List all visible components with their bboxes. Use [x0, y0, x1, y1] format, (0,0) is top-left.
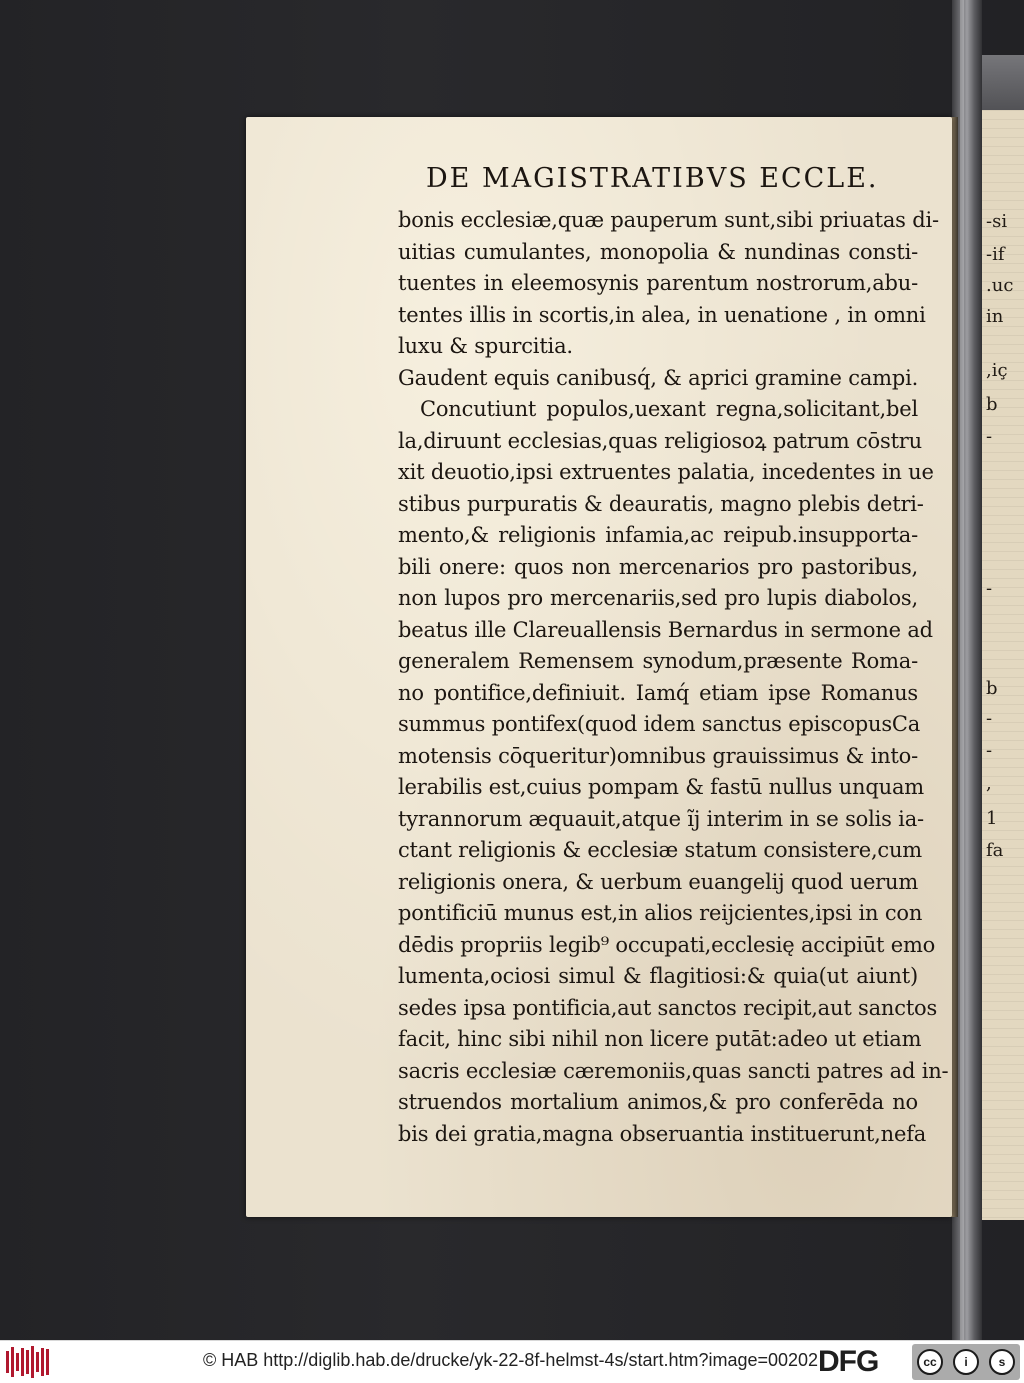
dfg-logo[interactable]: DFG — [818, 1345, 879, 1378]
spine-highlight — [960, 0, 964, 1340]
text-line: struendos mortalium animos,& pro conferēda no — [398, 1090, 918, 1114]
text-line: luxu & spurcitia. — [398, 334, 573, 358]
running-head: DE MAGISTRATIBVS ECCLE. — [426, 163, 879, 194]
text-line: motensis cōqueritur)omnibus grauissimus & into- — [398, 743, 918, 768]
facing-page-fragment: in — [986, 306, 1004, 327]
text-line: tyrannorum æquauit,atque ĩj interim in se solis ia- — [398, 806, 924, 831]
facing-page-fragment: - — [986, 708, 993, 729]
text-line: bonis ecclesiæ,quæ pauperum sunt,sibi priuatas di- — [398, 208, 939, 232]
text-line: xit deuotio,ipsi extruentes palatia, incedentes in ue — [398, 460, 934, 484]
text-line: non lupos pro mercenariis,sed pro lupis diabolos, — [398, 586, 918, 610]
facing-page-fragment: fa — [986, 840, 1004, 861]
attribution-link[interactable]: © HAB http://diglib.hab.de/drucke/yk-22-8f-helmst-4s/start.htm?image=00202 — [203, 1350, 819, 1370]
facing-page — [980, 110, 1024, 1220]
text-block — [398, 205, 949, 1150]
facing-page-fragment: -if — [986, 244, 1005, 265]
text-line: Gaudent equis canibusq́, & aprici gramine campi. — [398, 365, 919, 390]
facing-page-fragment: b — [986, 678, 998, 699]
text-line: no pontifice,definiuit. Iamq́ etiam ipse Romanus — [398, 680, 918, 705]
text-line: dēdis propriis legib⁹ occupati,ecclesię accipiūt emo — [398, 932, 936, 957]
text-line: stibus purpuratis & deauratis, magno plebis detri- — [398, 491, 924, 516]
text-line: religionis onera, & uerbum euangelij quod uerum — [398, 869, 919, 894]
hab-logo-icon[interactable] — [6, 1345, 50, 1379]
text-line: bis dei gratia,magna obseruantia instituerunt,nefa — [398, 1121, 927, 1146]
text-line: summus pontifex(quod idem sanctus episcopusCa — [398, 712, 921, 736]
text-line: facit, hinc sibi nihil non licere putāt:adeo ut etiam — [398, 1027, 922, 1051]
text-line: uitias cumulantes, monopolia & nundinas consti- — [398, 239, 918, 264]
facing-page-fragment: ,iç — [986, 360, 1008, 381]
text-line: ctant religionis & ecclesiæ statum consistere,cum — [398, 838, 923, 862]
cc-license-badge[interactable] — [912, 1344, 1020, 1380]
text-line: tuentes in eleemosynis parentum nostrorum,abu- — [398, 271, 918, 295]
text-line: lumenta,ociosi simul & flagitiosi:& quia(ut aiunt) — [398, 964, 918, 988]
share-alike-icon: s — [989, 1349, 1015, 1375]
book-page — [246, 117, 952, 1217]
text-line: sacris ecclesiæ cæremoniis,quas sancti patres ad in- — [398, 1058, 949, 1083]
facing-page-fragment: 1 — [986, 808, 998, 829]
text-line: bili onere: quos non mercenarios pro pastoribus, — [398, 554, 918, 579]
facing-page-fragment: - — [986, 578, 993, 599]
facing-page-fragment: , — [986, 773, 992, 794]
text-line: tentes illis in scortis,in alea, in uenatione , in omni — [398, 302, 926, 327]
facing-page-fragment: - — [986, 740, 993, 761]
text-line: lerabilis est,cuius pompam & fastū nullus unquam — [398, 775, 924, 799]
text-line: pontificiū munus est,in alios reijcientes,ipsi in con — [398, 901, 923, 925]
facing-page-fragment: - — [986, 426, 993, 447]
text-line: mento,& religionis infamia,ac reipub.insupporta- — [398, 523, 918, 547]
footer-bar — [0, 1340, 1024, 1383]
text-line: beatus ille Clareuallensis Bernardus in sermone ad — [398, 617, 933, 642]
facing-page-fragment: .uc — [986, 275, 1014, 296]
text-line: generalem Remensem synodum,præsente Roma- — [398, 649, 918, 673]
text-line: sedes ipsa pontificia,aut sanctos recipit,aut sanctos — [398, 995, 938, 1020]
attribution-icon: i — [953, 1349, 979, 1375]
facing-page-fragment: -si — [986, 211, 1008, 232]
text-line: Concutiunt populos,uexant regna,solicitant,bel — [420, 397, 918, 421]
cc-icon: cc — [917, 1349, 943, 1375]
text-line: la,diruunt ecclesias,quas religiosoꝝ patrum cōstru — [398, 428, 922, 453]
facing-page-fragment: b — [986, 394, 998, 415]
